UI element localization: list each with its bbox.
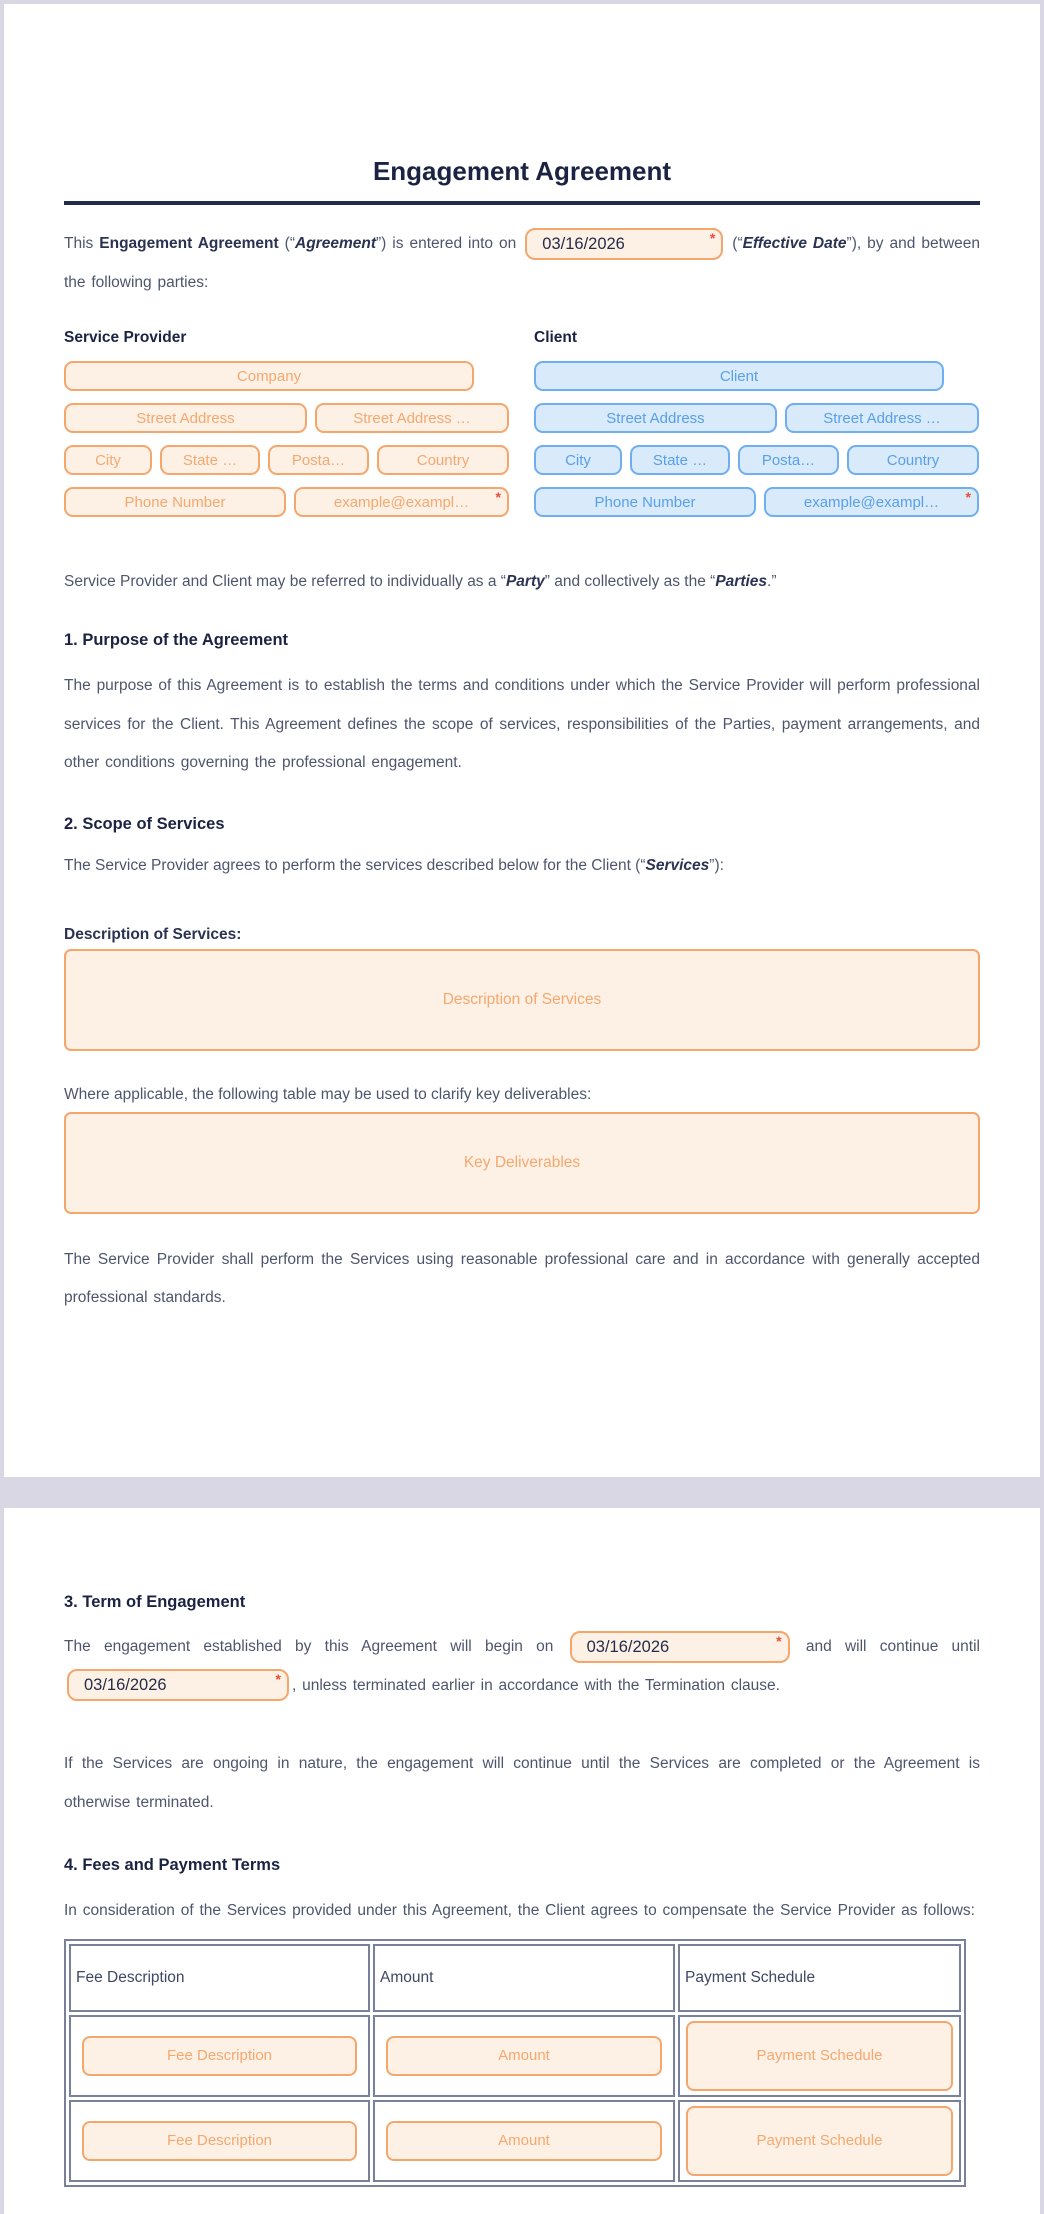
description-of-services-textarea[interactable]: Description of Services bbox=[64, 949, 980, 1051]
sp-phone-input[interactable]: Phone Number bbox=[64, 487, 286, 517]
fees-table bbox=[64, 1939, 966, 2187]
client-state-input[interactable]: State … bbox=[630, 445, 730, 475]
client-street-address2-input[interactable]: Street Address … bbox=[785, 403, 979, 433]
required-asterisk: * bbox=[495, 489, 501, 505]
title-underline bbox=[64, 201, 980, 205]
intro-text: ”) is entered into on bbox=[375, 235, 523, 252]
client-phone-input[interactable]: Phone Number bbox=[534, 487, 756, 517]
section-3-body: The engagement established by this Agreement will begin on 03/16/2026 * and will continue until 03/16/2026 * , unless terminated earlier in accordance with the Termination clause. bbox=[64, 1628, 980, 1705]
client-email-input[interactable] bbox=[764, 487, 979, 517]
end-date-input[interactable] bbox=[67, 1669, 289, 1701]
intro-defined-term: Effective Date bbox=[742, 235, 847, 252]
parties-section bbox=[64, 328, 980, 529]
effective-date-input[interactable] bbox=[525, 228, 723, 260]
required-asterisk: * bbox=[776, 1632, 782, 1649]
client-column bbox=[534, 328, 980, 529]
section-4-heading: 4. Fees and Payment Terms bbox=[64, 1856, 281, 1874]
fees-table-row bbox=[69, 2015, 961, 2097]
fees-table-row bbox=[69, 2100, 961, 2182]
deliverables-note: Where applicable, the following table may be used to clarify key deliverables: bbox=[64, 1085, 592, 1103]
description-of-services-label: Description of Services: bbox=[64, 925, 242, 943]
sp-company-input[interactable]: Company bbox=[64, 361, 474, 391]
sp-email-placeholder: example@exampl… bbox=[333, 493, 470, 511]
sp-email-input[interactable] bbox=[294, 487, 509, 517]
fee-description-input-row2[interactable]: Fee Description bbox=[82, 2121, 357, 2161]
begin-date-value: 03/16/2026 bbox=[586, 1637, 670, 1656]
intro-bold-agreement: Engagement Agreement bbox=[99, 235, 279, 252]
begin-date-input[interactable] bbox=[570, 1631, 790, 1663]
service-provider-label: Service Provider bbox=[64, 329, 187, 346]
client-street-address-input[interactable]: Street Address bbox=[534, 403, 777, 433]
intro-text: ”), by and between the following parties: bbox=[64, 235, 980, 291]
section-1-heading: 1. Purpose of the Agreement bbox=[64, 631, 289, 649]
intro-paragraph bbox=[64, 225, 980, 302]
amount-input-row2[interactable]: Amount bbox=[386, 2121, 662, 2161]
section-2-heading: 2. Scope of Services bbox=[64, 814, 225, 833]
page-2 bbox=[4, 1508, 1040, 2214]
intro-text: This bbox=[64, 235, 100, 252]
party-term: Party bbox=[505, 573, 545, 590]
sp-street-address2-input[interactable]: Street Address … bbox=[315, 403, 509, 433]
section-3-body2: If the Services are ongoing in nature, the engagement will continue until the Services are completed or the Agreement is otherwise terminated. bbox=[64, 1755, 980, 1811]
sp-city-input[interactable]: City bbox=[64, 445, 152, 475]
parties-note: Service Provider and Client may be referred to individually as a “Party” and collectively as the “Parties.” bbox=[64, 573, 777, 590]
effective-date-value: 03/16/2026 bbox=[542, 234, 625, 253]
fee-description-header: Fee Description bbox=[69, 1944, 370, 2012]
services-term: Services bbox=[645, 856, 710, 874]
client-email-placeholder: example@exampl… bbox=[803, 493, 940, 511]
client-name-input[interactable]: Client bbox=[534, 361, 944, 391]
section-2-lead: The Service Provider agrees to perform the services described below for the Client (“Services”): bbox=[64, 856, 724, 874]
amount-input-row1[interactable]: Amount bbox=[386, 2036, 662, 2076]
client-label: Client bbox=[534, 329, 578, 346]
client-country-input[interactable]: Country bbox=[847, 445, 979, 475]
sp-street-address-input[interactable]: Street Address bbox=[64, 403, 307, 433]
service-provider-column bbox=[64, 328, 510, 529]
required-asterisk: * bbox=[709, 229, 716, 246]
intro-text: (“ bbox=[726, 235, 743, 252]
client-city-input[interactable]: City bbox=[534, 445, 622, 475]
section-4-lead: In consideration of the Services provided under this Agreement, the Client agrees to compensate the Service Provider as follows: bbox=[64, 1902, 975, 1919]
sp-state-input[interactable]: State … bbox=[160, 445, 260, 475]
sp-country-input[interactable]: Country bbox=[377, 445, 509, 475]
required-asterisk: * bbox=[275, 1671, 281, 1688]
client-postal-input[interactable]: Posta… bbox=[738, 445, 839, 475]
document-title: Engagement Agreement bbox=[372, 156, 672, 186]
page-1 bbox=[4, 4, 1040, 1477]
key-deliverables-textarea[interactable]: Key Deliverables bbox=[64, 1112, 980, 1214]
section-3-heading: 3. Term of Engagement bbox=[64, 1593, 246, 1611]
end-date-value: 03/16/2026 bbox=[84, 1676, 167, 1695]
parties-term: Parties bbox=[715, 573, 768, 590]
section-2-closing: The Service Provider shall perform the Services using reasonable professional care and in accordance with generally accepted professional standards. bbox=[64, 1250, 980, 1306]
required-asterisk: * bbox=[965, 489, 971, 505]
fees-table-header-row bbox=[69, 1944, 961, 2012]
intro-text: (“ bbox=[278, 235, 296, 252]
fee-description-input-row1[interactable]: Fee Description bbox=[82, 2036, 357, 2076]
sp-postal-input[interactable]: Posta… bbox=[268, 445, 369, 475]
amount-header: Amount bbox=[373, 1944, 675, 2012]
payment-schedule-input-row1[interactable]: Payment Schedule bbox=[686, 2021, 953, 2091]
section-1-body: The purpose of this Agreement is to establish the terms and conditions under which the Service Provider will perform professional services for the Client. This Agreement defines the scope of services, responsibilities of the Parties, payment arrangements, and other conditions governing the professional engagement. bbox=[64, 677, 980, 771]
payment-schedule-header: Payment Schedule bbox=[678, 1944, 961, 2012]
intro-defined-term: Agreement bbox=[295, 235, 376, 252]
payment-schedule-input-row2[interactable]: Payment Schedule bbox=[686, 2106, 953, 2176]
